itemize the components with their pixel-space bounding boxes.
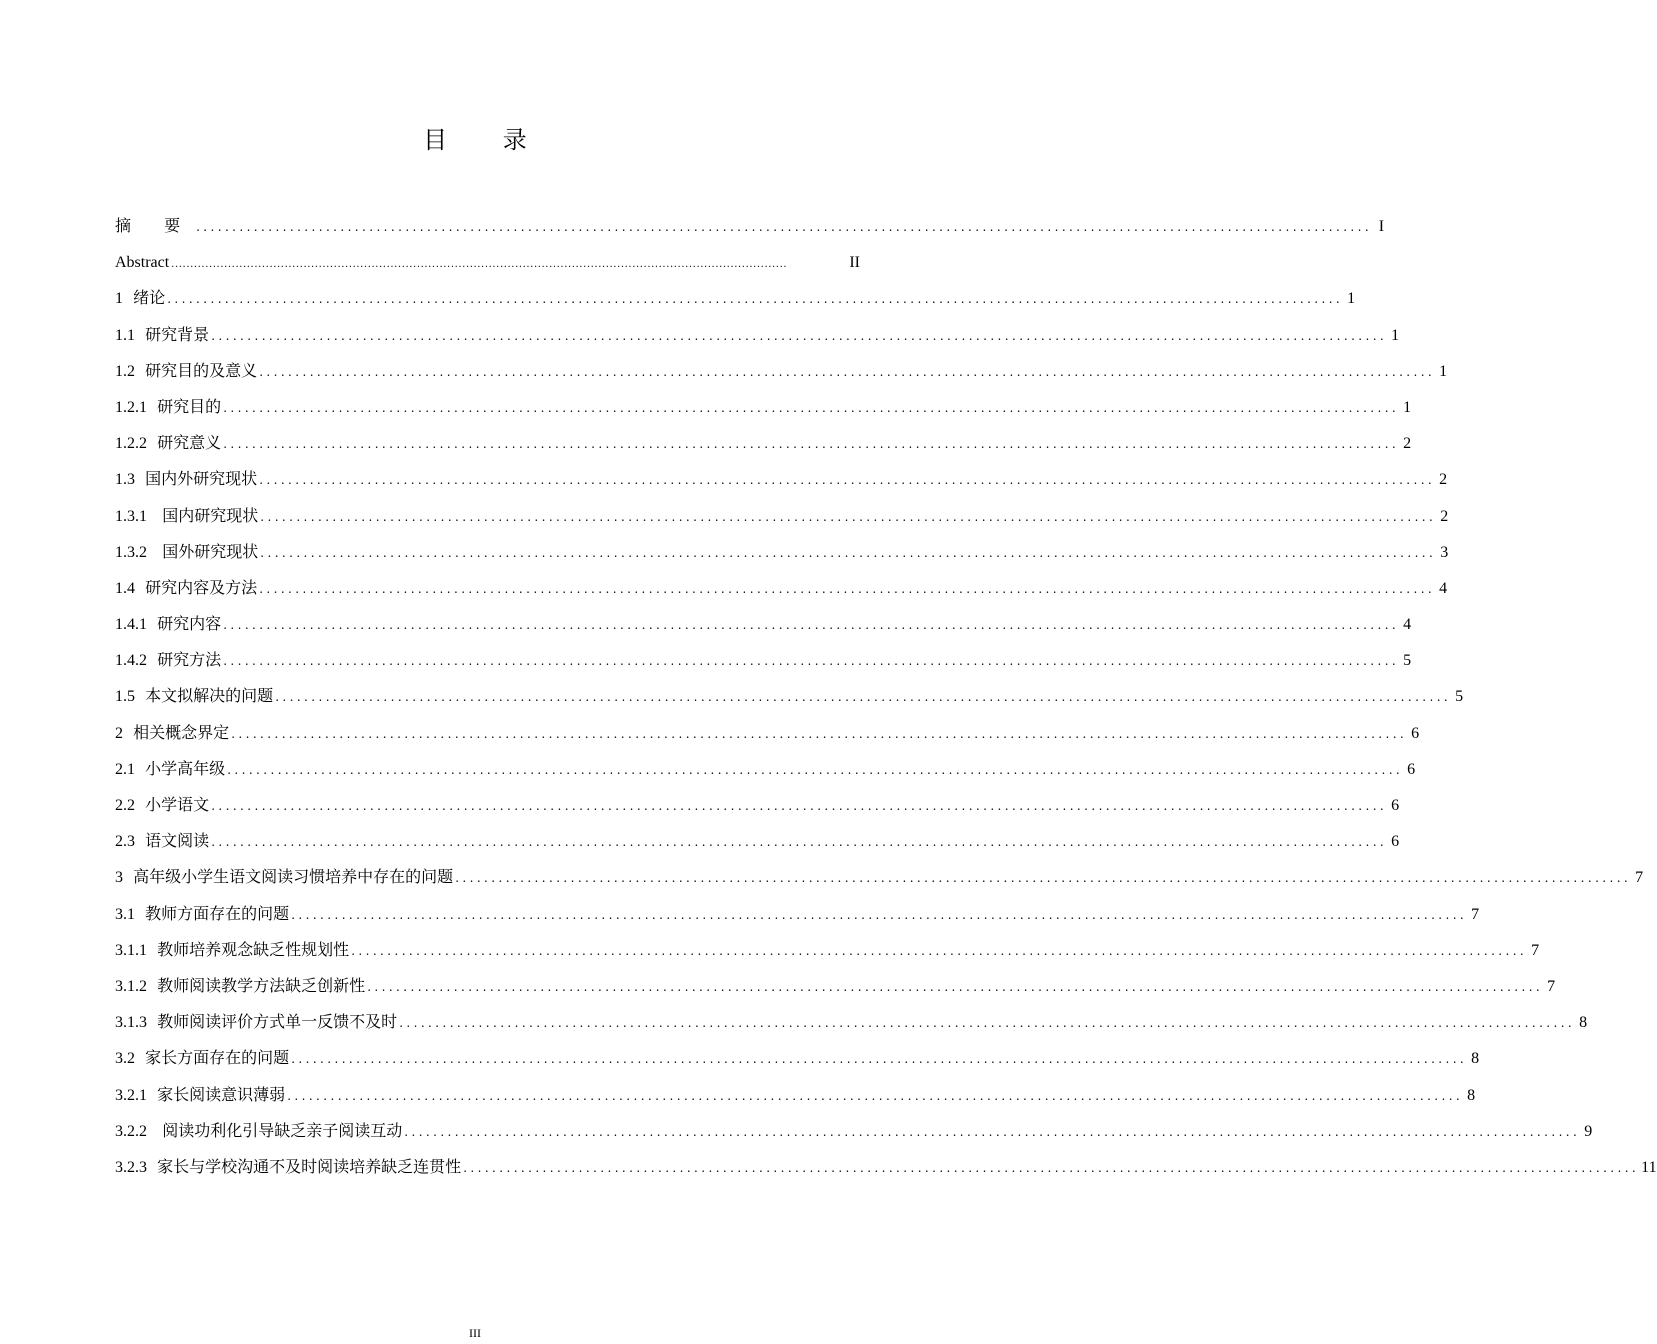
toc-entry-label	[115, 787, 209, 824]
toc-dot-leader: ...................................................................................................................................................................	[227, 762, 1404, 777]
toc-dot-leader: ...................................................................................................................................................................	[211, 835, 1388, 850]
toc-entry-number: 3.2.2	[115, 1122, 147, 1140]
toc-entry-label	[115, 968, 365, 1005]
toc-dot-leader: ...................................................................................................................................................................	[455, 871, 1632, 886]
toc-entry-label	[115, 823, 209, 860]
toc-entry-page: 8	[1579, 1014, 1588, 1032]
toc-entry-page: 1	[1439, 362, 1448, 380]
toc-entry-label	[115, 208, 194, 244]
toc-entry[interactable]	[115, 642, 1412, 678]
toc-dot-leader: ...................................................................................................................................................................	[291, 907, 1468, 922]
toc-entry[interactable]	[115, 896, 1480, 932]
toc-entry[interactable]	[115, 244, 860, 280]
toc-entry-label	[115, 244, 169, 281]
toc-entry-number: 2	[115, 724, 123, 742]
toc-entry-page: 7	[1471, 905, 1480, 923]
toc-dot-leader: ...................................................................................................................................................................	[399, 1016, 1576, 1031]
toc-entry-text: 教师方面存在的问题	[145, 903, 290, 923]
toc-entry-text: 研究方法	[157, 650, 222, 670]
toc-entry[interactable]	[115, 461, 1448, 497]
toc-entry-text: 家长阅读意识薄弱	[157, 1084, 286, 1104]
toc-entry-label	[115, 425, 221, 462]
toc-entry-page: 6	[1411, 724, 1420, 742]
toc-dot-leader: ...................................................................................................................................................................	[259, 581, 1436, 596]
toc-entry-label	[115, 1113, 402, 1150]
toc-entry-page: 2	[1403, 435, 1412, 453]
toc-entry[interactable]	[115, 317, 1400, 353]
toc-entry-page: 9	[1584, 1122, 1593, 1140]
toc-entry[interactable]	[115, 968, 1556, 1004]
toc-entry-label	[115, 353, 257, 390]
toc-entry-text: 研究意义	[157, 433, 222, 453]
toc-entry-label	[115, 317, 209, 354]
toc-dot-leader: ...................................................................................................................................................................	[259, 364, 1436, 379]
toc-entry[interactable]	[115, 1149, 1657, 1185]
toc-entry-text: 本文拟解决的问题	[145, 686, 274, 706]
toc-dot-leader: ...................................................................................................................................................................	[287, 1088, 1464, 1103]
toc-entry-text: 小学高年级	[145, 758, 226, 778]
toc-entry-number: 1.4.1	[115, 616, 147, 634]
toc-entry[interactable]	[115, 1113, 1593, 1149]
toc-entry-label	[115, 534, 258, 571]
toc-entry-label	[115, 389, 221, 426]
toc-dot-leader: ...................................................................................................................................................................	[367, 979, 1544, 994]
toc-entry-text: 国内外研究现状	[145, 469, 258, 489]
toc-entry-number: 3.1	[115, 905, 135, 923]
toc-entry-page: 11	[1641, 1158, 1657, 1176]
toc-entry-number: 1.1	[115, 326, 135, 344]
toc-entry-number: 3.1.3	[115, 1014, 147, 1032]
toc-entry[interactable]	[115, 715, 1420, 751]
toc-entry-page: 7	[1635, 869, 1644, 887]
toc-entry[interactable]	[115, 570, 1448, 606]
toc-entry-number: 1.2.2	[115, 435, 147, 453]
toc-entry[interactable]	[115, 678, 1464, 714]
toc-entry-text: 国外研究现状	[157, 541, 259, 561]
toc-entry-number: 3	[115, 869, 123, 887]
toc-entry-number: 1.3.2	[115, 543, 147, 561]
toc-entry-text: 研究背景	[145, 324, 210, 344]
toc-entry[interactable]	[115, 389, 1412, 425]
toc-entry-label	[115, 606, 221, 643]
toc-entry-page: 1	[1403, 398, 1412, 416]
toc-entry[interactable]	[115, 498, 1449, 534]
toc-entry-number: 3.1.1	[115, 941, 147, 959]
toc-entry-label	[115, 1004, 397, 1041]
toc-entry-number: 3.2.3	[115, 1158, 147, 1176]
toc-entry-page: 3	[1440, 543, 1449, 561]
toc-entry-number: 2.1	[115, 760, 135, 778]
toc-entry-number: 1.3.1	[115, 507, 147, 525]
toc-entry-text: 教师阅读教学方法缺乏创新性	[157, 975, 366, 995]
toc-dot-leader: ...................................................................................................................................................................	[211, 328, 1388, 343]
toc-entry-text: 家长方面存在的问题	[145, 1048, 290, 1068]
toc-entry-number: 1	[115, 290, 123, 308]
toc-entry-label	[115, 1077, 285, 1114]
toc-entry-text: 小学语文	[145, 795, 210, 814]
toc-entry-label	[115, 1040, 289, 1077]
toc-entry-number: 3.2.1	[115, 1086, 147, 1104]
toc-entry-page: 7	[1547, 977, 1556, 995]
toc-dot-leader: ...................................................................................................................................................................	[463, 1160, 1640, 1175]
toc-entry-page: 1	[1347, 290, 1356, 308]
toc-dot-leader: ...................................................................................................................................................................	[223, 618, 1400, 633]
toc-entry[interactable]	[115, 606, 1412, 642]
toc-entry[interactable]	[115, 1077, 1476, 1113]
toc-dot-leader: ...................................................................................................................................................................	[260, 545, 1437, 560]
toc-entry-number: 1.4.2	[115, 652, 147, 670]
toc-entry-text: 摘 要	[115, 216, 195, 235]
toc-entry-text: 研究内容	[157, 614, 222, 634]
toc-entry-page: 1	[1391, 326, 1400, 344]
toc-entry-label	[115, 570, 257, 607]
toc-entry-page: 6	[1407, 760, 1416, 778]
toc-dot-leader: ...................................................................................................................................................................	[231, 726, 1408, 741]
toc-entry[interactable]	[115, 787, 1400, 823]
toc-entry[interactable]	[115, 751, 1416, 787]
toc-entry-page: II	[849, 254, 860, 272]
toc-entry-text: Abstract	[115, 254, 170, 272]
toc-entry-page: 5	[1455, 688, 1464, 706]
toc-entry-label	[115, 896, 289, 933]
toc-entry-text: 相关概念界定	[133, 722, 230, 742]
toc-entry-label	[115, 498, 258, 535]
toc-entry-label	[115, 280, 165, 317]
toc-entry-number: 3.2	[115, 1050, 135, 1068]
toc-entry-number: 1.2.1	[115, 398, 147, 416]
toc-entry-label	[115, 751, 225, 788]
toc-entry-text: 研究内容及方法	[145, 577, 258, 597]
toc-dot-leader: ...................................................................................................................................................................	[291, 1052, 1468, 1067]
toc-entry-number: 2.2	[115, 797, 135, 814]
toc-entry-number: 3.1.2	[115, 977, 147, 995]
toc-entry-page: 5	[1403, 652, 1412, 670]
toc-entry[interactable]	[115, 208, 1385, 244]
toc-entry-text: 家长与学校沟通不及时阅读培养缺乏连贯性	[157, 1156, 462, 1176]
toc-entry-text: 国内研究现状	[157, 505, 259, 525]
toc-dot-leader: ...................................................................................................................................................................	[259, 473, 1436, 488]
toc-dot-leader: ...................................................................................................................................................................	[171, 259, 788, 271]
toc-entry-page: 2	[1439, 471, 1448, 489]
toc-entry-number: 1.4	[115, 579, 135, 597]
toc-entry-page: 4	[1439, 579, 1448, 597]
toc-entry-text: 教师阅读评价方式单一反馈不及时	[157, 1012, 398, 1032]
toc-entry-label	[115, 932, 349, 969]
toc-entry[interactable]	[115, 353, 1448, 389]
toc-entry-page: 7	[1531, 941, 1540, 959]
toc-dot-leader: ...................................................................................................................................................................	[196, 220, 1373, 234]
toc-entry-label	[115, 642, 221, 679]
toc-entry-text: 研究目的及意义	[145, 360, 258, 380]
toc-entry-page: 6	[1391, 833, 1400, 851]
toc-entry-page: 2	[1440, 507, 1449, 525]
toc-entry-text: 研究目的	[157, 396, 222, 416]
page-title: 目 录	[423, 126, 551, 154]
toc-dot-leader: ...................................................................................................................................................................	[351, 943, 1528, 958]
toc-dot-leader: ...................................................................................................................................................................	[223, 654, 1400, 669]
toc-dot-leader: ...................................................................................................................................................................	[260, 509, 1437, 524]
toc-entry-text: 阅读功利化引导缺乏亲子阅读互动	[157, 1120, 403, 1140]
toc-entry[interactable]	[115, 859, 1644, 895]
toc-entry-label	[115, 678, 273, 715]
toc-entry[interactable]	[115, 425, 1412, 461]
toc-entry[interactable]	[115, 823, 1400, 859]
toc-entry-number: 1.5	[115, 688, 135, 706]
toc-entry-text: 高年级小学生语文阅读习惯培养中存在的问题	[133, 867, 454, 887]
toc-entry-label	[115, 715, 229, 752]
toc-entry-label	[115, 461, 257, 498]
toc-entry-page: 4	[1403, 616, 1412, 634]
page-number: III	[469, 1326, 481, 1340]
toc-entry[interactable]	[115, 932, 1540, 968]
toc-entry-page: 6	[1391, 797, 1400, 814]
toc-entry-label	[115, 859, 453, 896]
toc-entry[interactable]	[115, 1004, 1588, 1040]
toc-dot-leader: ...................................................................................................................................................................	[404, 1124, 1581, 1139]
toc-dot-leader: ...................................................................................................................................................................	[211, 799, 1388, 813]
toc-entry[interactable]	[115, 280, 1356, 316]
toc-entry[interactable]	[115, 1040, 1480, 1076]
toc-entry-label	[115, 1149, 461, 1186]
toc-entry-page: 8	[1467, 1086, 1476, 1104]
toc-entry-text: 绪论	[133, 288, 166, 308]
toc-entry-text: 语文阅读	[145, 831, 210, 851]
toc-dot-leader: ...................................................................................................................................................................	[167, 292, 1344, 307]
toc-entry-number: 2.3	[115, 833, 135, 851]
toc-entry-page: I	[1378, 218, 1385, 235]
toc-dot-leader: ...................................................................................................................................................................	[223, 437, 1400, 452]
table-of-contents	[115, 208, 1657, 1185]
toc-entry[interactable]	[115, 534, 1449, 570]
toc-entry-number: 1.2	[115, 362, 135, 380]
toc-dot-leader: ...................................................................................................................................................................	[223, 400, 1400, 415]
toc-entry-page: 8	[1471, 1050, 1480, 1068]
toc-entry-text: 教师培养观念缺乏性规划性	[157, 939, 350, 959]
toc-dot-leader: ...................................................................................................................................................................	[275, 690, 1452, 705]
toc-entry-number: 1.3	[115, 471, 135, 489]
